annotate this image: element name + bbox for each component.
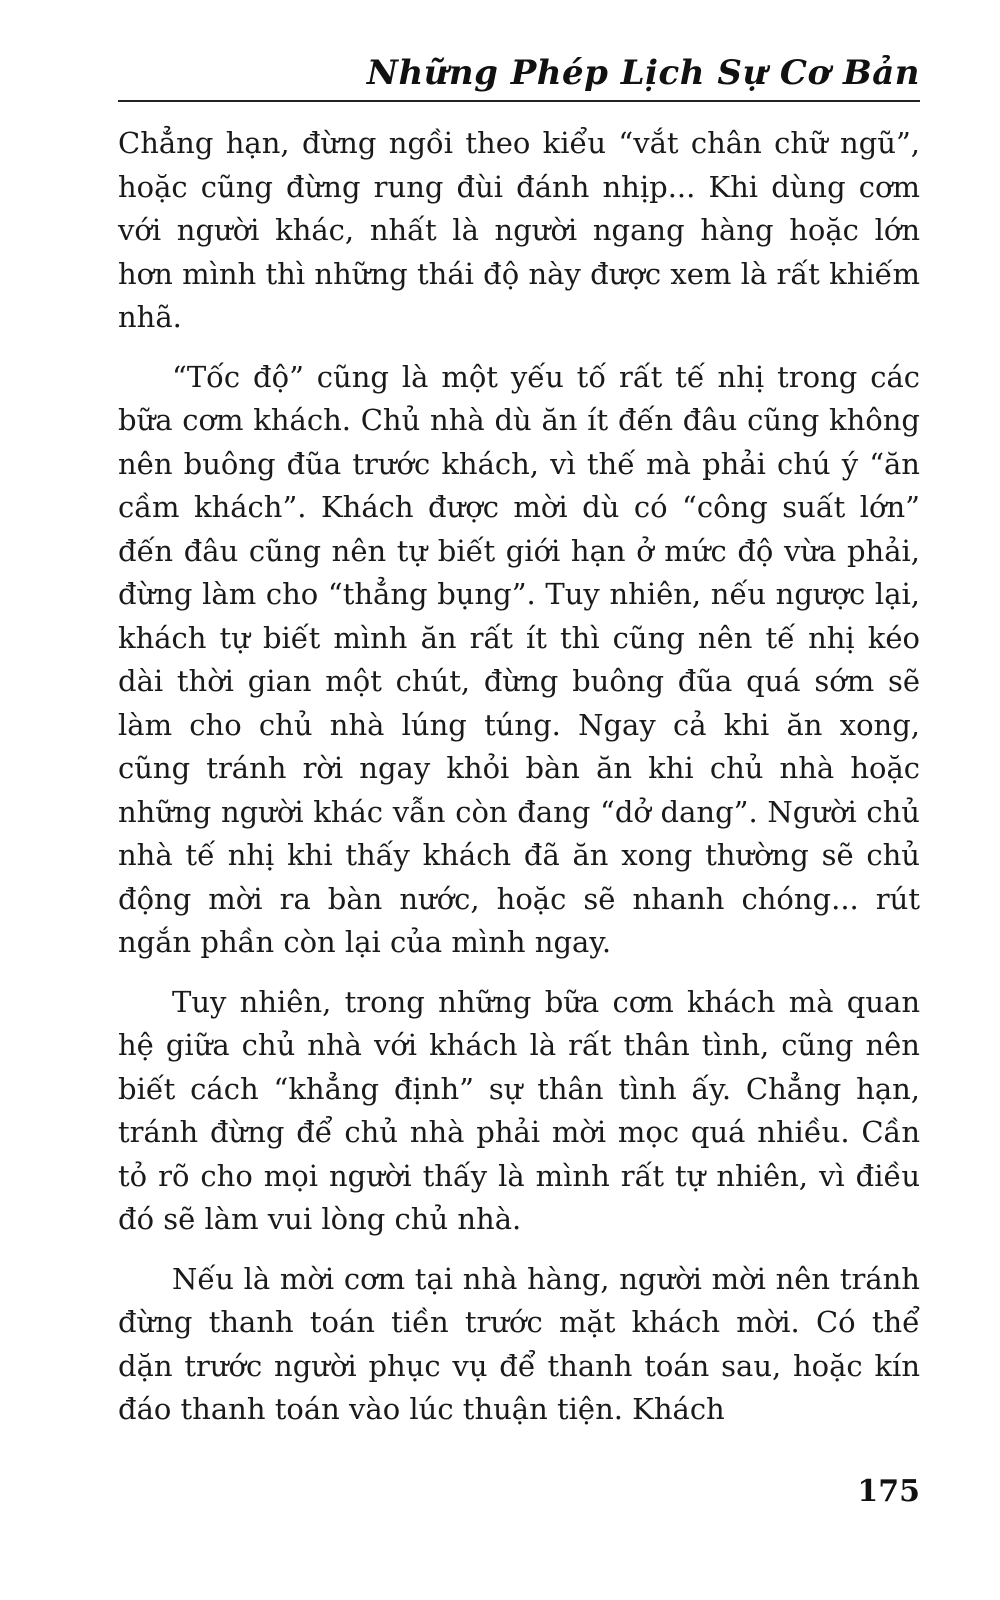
paragraph-3: Tuy nhiên, trong những bữa cơm khách mà quan hệ giữa chủ nhà với khách là rất thân tình, cũng nên biết cách “khẳng định” sự thân tình ấy. Chẳng hạn, tránh đừng để chủ nhà phải mời mọc quá nhiều. Cần tỏ rõ cho mọi người thấy là mình rất tự nhiên, vì điều đó sẽ làm vui lòng chủ nhà.: [118, 984, 920, 1236]
page-number: 175: [857, 1474, 920, 1509]
book-title: Những Phép Lịch Sự Cơ Bản: [366, 53, 920, 93]
paragraph-1: Chẳng hạn, đừng ngồi theo kiểu “vắt chân chữ ngũ”, hoặc cũng đừng rung đùi đánh nhịp... Khi dùng cơm với người khác, nhất là người ngang hàng hoặc lớn hơn mình thì những thái độ này được xem là rất khiếm nhã.: [118, 126, 920, 334]
running-header: [118, 50, 920, 102]
paragraph-4: Nếu là mời cơm tại nhà hàng, người mời nên tránh đừng thanh toán tiền trước mặt khách mời. Có thể dặn trước người phục vụ để thanh toán sau, hoặc kín đáo thanh toán vào lúc thuận tiện. Khách: [118, 1261, 920, 1426]
page-body: [118, 122, 920, 1448]
paragraph-2: “Tốc độ” cũng là một yếu tố rất tế nhị trong các bữa cơm khách. Chủ nhà dù ăn ít đến đâu cũng không nên buông đũa trước khách, vì thế mà phải chú ý “ăn cầm khách”. Khách được mời dù có “công suất lớn” đến đâu cũng nên tự biết giới hạn ở mức độ vừa phải, đừng làm cho “thẳng bụng”. Tuy nhiên, nếu ngược lại, khách tự biết mình ăn rất ít thì cũng nên tế nhị kéo dài thời gian một chút, đừng buông đũa quá sớm sẽ làm cho chủ nhà lúng túng. Ngay cả khi ăn xong, cũng tránh rời ngay khỏi bàn ăn khi chủ nhà hoặc những người khác vẫn còn đang “dở dang”. Người chủ nhà tế nhị khi thấy khách đã ăn xong thường sẽ chủ động mời ra bàn nước, hoặc sẽ nhanh chóng... rút ngắn phần còn lại của mình ngay.: [118, 359, 920, 959]
